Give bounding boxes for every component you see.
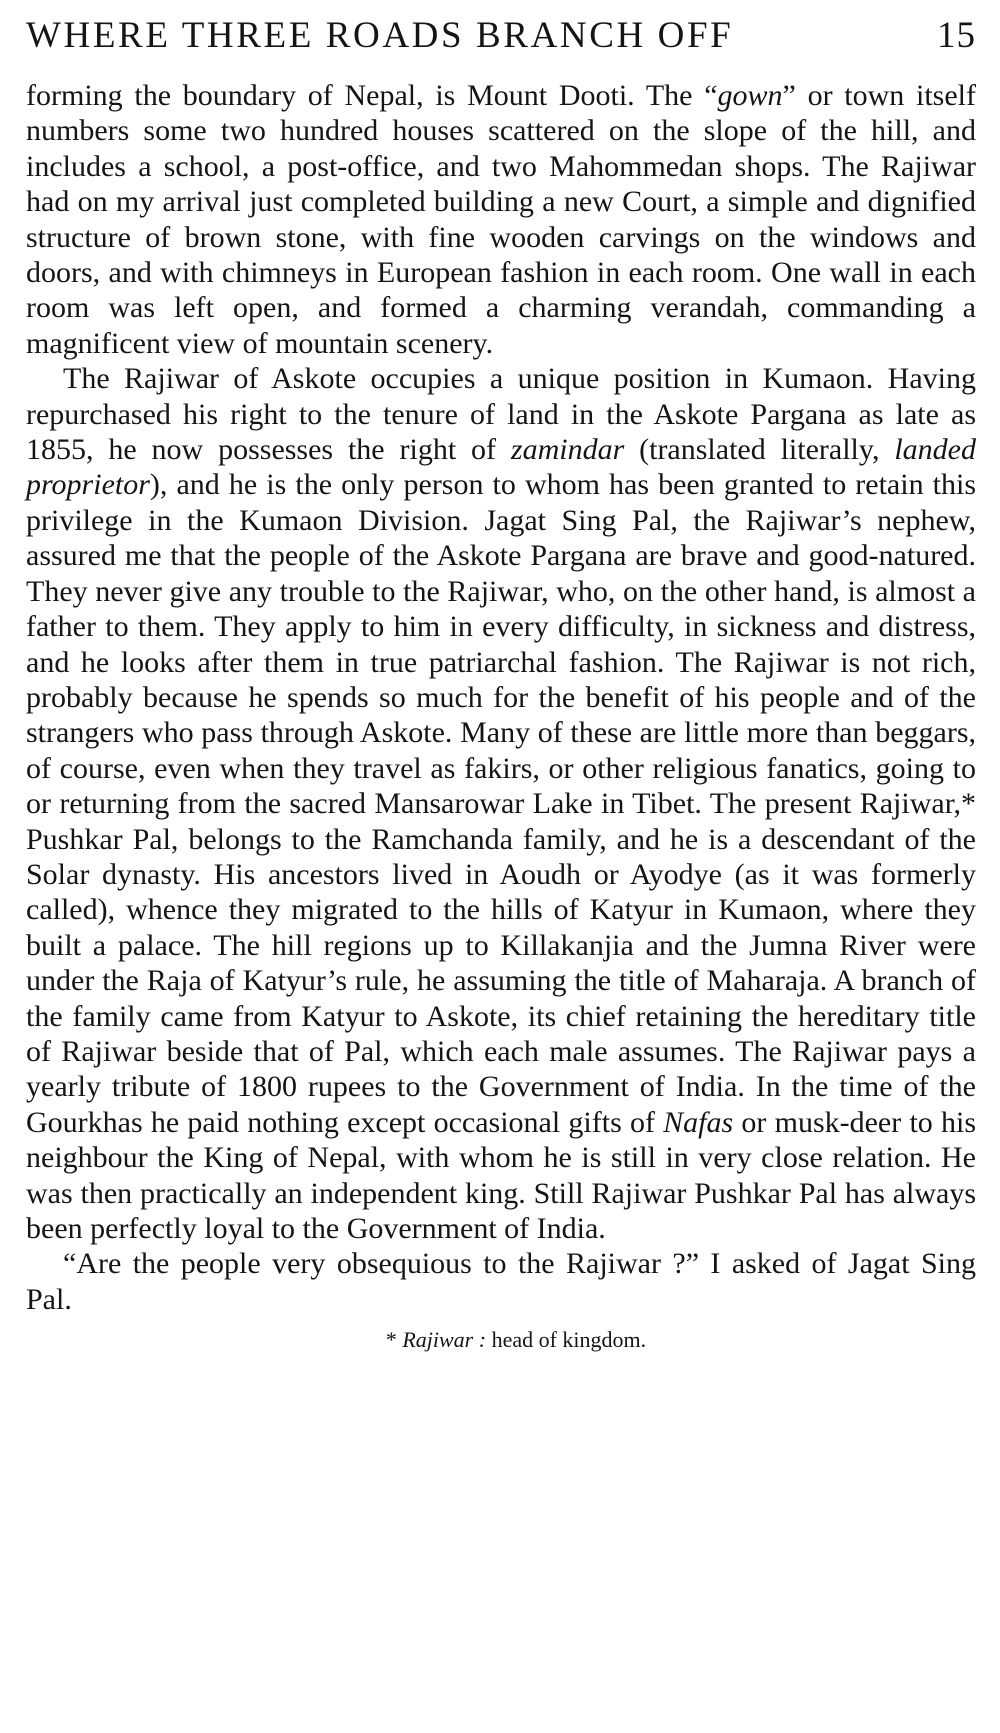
footnote-text: head of kingdom. bbox=[486, 1327, 647, 1353]
running-head bbox=[26, 10, 976, 62]
footnote-mark: * bbox=[385, 1327, 403, 1353]
paragraph-2-italic-zamindar: zamindar bbox=[510, 433, 625, 467]
paragraph-3-text: “Are the people very obsequious to the Rajiwar ?” I asked of Jagat Sing Pal. bbox=[26, 1247, 976, 1316]
paragraph-2-italic-landed-proprietor: landed proprietor bbox=[26, 433, 976, 502]
paragraph-1-text-b: ” or town itself numbers some two hundred houses scattered on the slope of the hill, and includes a school, a post-office, and two Mahommedan shops. The Rajiwar had on my arrival just completed building a new Court, a simple and dignified structure of brown stone, with fine wooden carvings on the windows and doors, and with chimneys in European fashion in each room. One wall in each room was left open, and formed a charming verandah, commanding a magnificent view of mountain scenery. bbox=[26, 79, 976, 360]
paragraph-1-text-a: forming the boundary of Nepal, is Mount Dooti. The “ bbox=[26, 79, 718, 112]
page-number: 15 bbox=[937, 15, 976, 56]
paragraph-1-italic-gown: gown bbox=[717, 79, 783, 112]
paragraph-2 bbox=[26, 361, 976, 1246]
paragraph-2-text-a: The Rajiwar of Askote occupies a unique position in Kumaon. Having repurchased his right to the tenure of land in the Askote Pargana as late as 1855, he now possesses the right of bbox=[26, 362, 976, 467]
paragraph-2-text-b: (translated literally, bbox=[624, 433, 895, 467]
footnote bbox=[26, 1325, 976, 1355]
paragraph-2-italic-nafas: Nafas bbox=[663, 1105, 734, 1139]
footnote-term: Rajiwar : bbox=[402, 1327, 487, 1353]
chapter-title: WHERE THREE ROADS BRANCH OFF bbox=[26, 15, 734, 56]
book-page bbox=[26, 10, 976, 1355]
paragraph-1 bbox=[26, 78, 976, 361]
paragraph-2-text-c: ), and he is the only person to whom has been granted to retain this privilege in the Kumaon Division. Jagat Sing Pal, the Rajiwar’s nephew, assured me that the people of the Askote Pargana are brave and good-natured. They never give any trouble to the Rajiwar, who, on the other hand, is almost a father to them. They apply to him in every difficulty, in sickness and distress, and he looks after them in true patriarchal fashion. The Rajiwar is not rich, probably because he spends so much for the benefit of his people and of the strangers who pass through Askote. Many of these are little more than beggars, of course, even when they travel as fakirs, or other religious fanatics, going to or returning from the sacred Mansarowar Lake in Tibet. The present Rajiwar,* Pushkar Pal, belongs to the Ramchanda family, and he is a descendant of the Solar dynasty. His ancestors lived in Aoudh or Ayodye (as it was formerly called), whence they migrated to the hills of Katyur in Kumaon, where they built a palace. The hill regions up to Killakanjia and the Jumna River were under the Raja of Katyur’s rule, he assuming the title of Maharaja. A branch of the family came from Katyur to Askote, its chief retaining the hereditary title of Rajiwar beside that of Pal, which each male assumes. The Rajiwar pays a yearly tribute of 1800 rupees to the Government of India. In the time of the Gourkhas he paid nothing except occasional gifts of bbox=[26, 468, 976, 1139]
paragraph-2-text-d: or musk-deer to his neighbour the King of Nepal, with whom he is still in very close relation. He was then practically an independent king. Still Rajiwar Pushkar Pal has always been perfectly loyal to the Government of India. bbox=[26, 1105, 976, 1245]
paragraph-3 bbox=[26, 1246, 976, 1317]
